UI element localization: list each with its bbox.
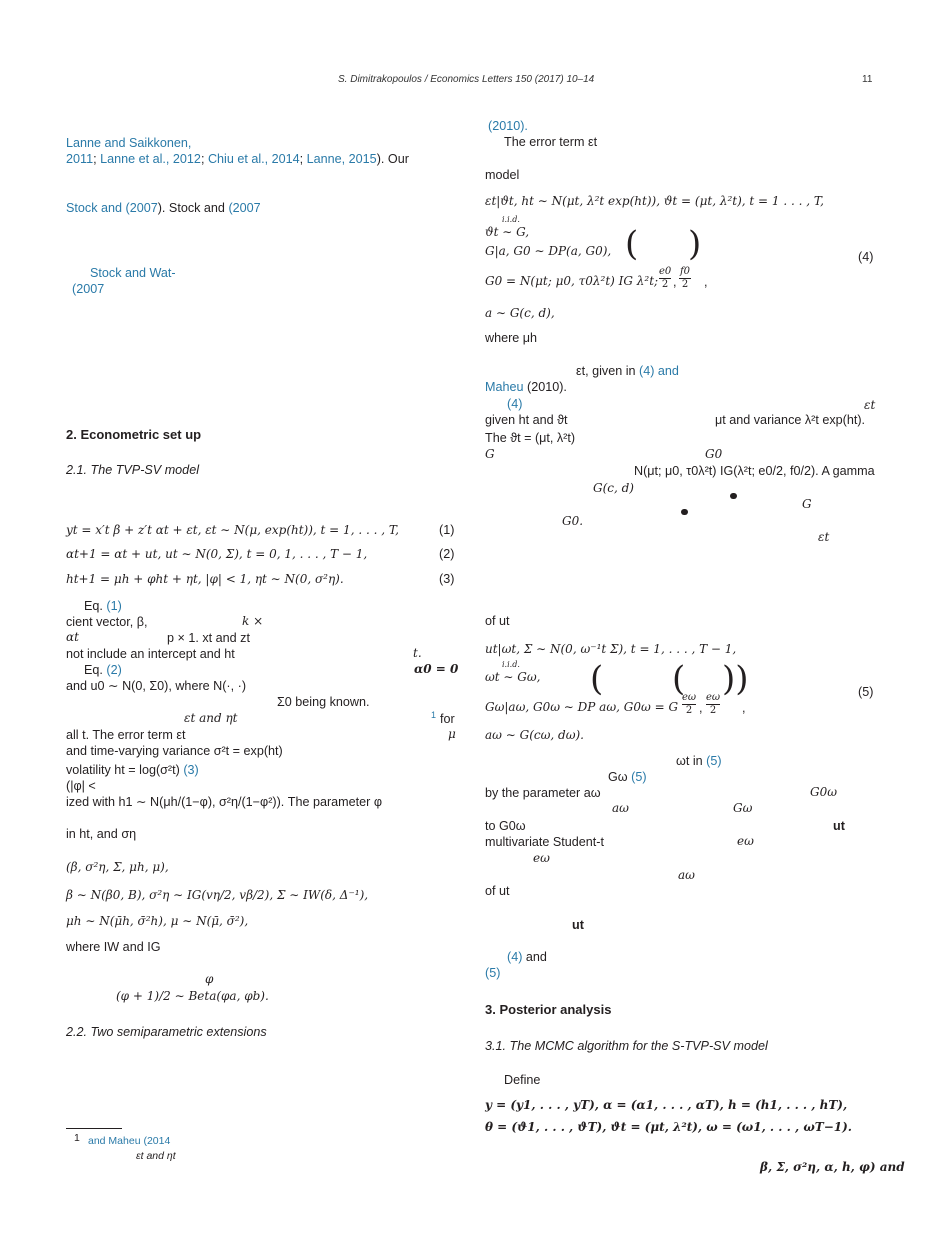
text-eq4-and bbox=[507, 949, 547, 965]
text-define: Define bbox=[504, 1073, 541, 1087]
equation-4-line-5: a ∼ G(c, d), bbox=[485, 306, 555, 320]
cite-maheu[interactable]: Maheu bbox=[485, 380, 524, 394]
text: (2010). bbox=[523, 380, 567, 394]
equation-3-number: (3) bbox=[439, 572, 455, 586]
text-G0-end: G0. bbox=[562, 514, 584, 528]
equation-4-line-2: ϑt ∼ G, bbox=[485, 225, 530, 239]
text-error-term-right: The error term εt bbox=[504, 135, 598, 149]
text-g-omega bbox=[608, 769, 647, 785]
text-eps-t-2: εt bbox=[818, 530, 830, 544]
cite-lanne-2015[interactable]: Lanne, 2015 bbox=[306, 152, 377, 166]
text-phi-abs: (|φ| < bbox=[66, 779, 96, 793]
equation-4-number: (4) bbox=[858, 250, 874, 264]
equation-5-line-3: Gω|aω, G0ω ∼ DP aω, G0ω = G bbox=[485, 700, 679, 714]
equation-4-line-1: εt|ϑt, ht ∼ N(μt, λ²t exp(ht)), ϑt = (μt, λ²t), t = 1 . . . , T, bbox=[485, 194, 824, 208]
left-paren: ( bbox=[625, 224, 639, 264]
subsection-2-2-heading: 2.2. Two semiparametric extensions bbox=[66, 1025, 267, 1039]
subsection-2-1-heading: 2.1. The TVP-SV model bbox=[66, 463, 199, 477]
right-paren: ) bbox=[688, 224, 702, 264]
text: Gω bbox=[608, 770, 632, 784]
ref-eq5-b[interactable]: (5) bbox=[631, 770, 647, 784]
frac-den: 2 bbox=[681, 279, 689, 290]
text-where-iw-ig: where IW and IG bbox=[66, 940, 161, 954]
frac-den: 2 bbox=[709, 705, 717, 716]
equation-5-line-1: ut|ωt, Σ ∼ N(0, ω⁻¹t Σ), t = 1, . . . , T − 1, bbox=[485, 642, 737, 656]
text-p-times-1: p × 1. xt and zt bbox=[167, 631, 250, 645]
text-g0-omega: G0ω bbox=[810, 785, 838, 799]
text: εt, given in bbox=[576, 364, 640, 378]
text-u-t: ut bbox=[833, 819, 845, 833]
cite-lanne-2012[interactable]: Lanne et al., 2012 bbox=[100, 152, 201, 166]
text-our: ). Our bbox=[376, 152, 409, 166]
text-the-theta: The ϑt = (μt, λ²t) bbox=[485, 431, 576, 445]
frac-den: 2 bbox=[685, 705, 693, 716]
citation-line: 2011; Lanne et al., 2012; Chiu et al., 2014; Lanne, 2015). Our bbox=[66, 152, 409, 166]
text-g-omega-2: Gω bbox=[733, 801, 753, 815]
ref-eq3[interactable]: (3) bbox=[183, 763, 199, 777]
text-to-g0-omega: to G0ω bbox=[485, 819, 526, 833]
text-u0: and u0 ∼ N(0, Σ0), where N(·, ·) bbox=[66, 679, 247, 693]
text-mu: μ bbox=[448, 727, 456, 741]
frac-e0 bbox=[659, 266, 671, 291]
cite-stock-watson[interactable]: Stock and Wat- bbox=[90, 266, 176, 280]
text-in-ht: in ht, and ση bbox=[66, 827, 137, 841]
text-stock-2: ). Stock and bbox=[157, 201, 225, 215]
equation-4-line-3: G|a, G0 ∼ DP(a, G0), bbox=[485, 244, 612, 258]
equation-5-number: (5) bbox=[858, 685, 874, 699]
text-omega-in bbox=[676, 753, 722, 769]
text-initialized: ized with h1 ∼ N(μh/(1−φ), σ²η/(1−φ²)). The parameter φ bbox=[66, 795, 383, 809]
text-eps-given bbox=[576, 363, 679, 379]
text-time-varying-variance: and time-varying variance σ²t = exp(ht) bbox=[66, 744, 283, 758]
frac-num: eω bbox=[706, 692, 721, 703]
text-variance: μt and variance λ²t exp(ht). bbox=[715, 413, 866, 427]
ref-eq4-c[interactable]: (4) bbox=[507, 950, 523, 964]
para-eq1 bbox=[84, 598, 122, 614]
text-phi-symbol: φ bbox=[205, 972, 214, 986]
cite-stock-1-year[interactable]: (2007 bbox=[125, 201, 158, 215]
text-model: model bbox=[485, 168, 520, 182]
cite-chiu-2014[interactable]: Chiu et al., 2014 bbox=[207, 152, 300, 166]
text-where-mu-h: where μh bbox=[485, 331, 538, 345]
footnote-cite[interactable]: and Maheu (2014 bbox=[88, 1135, 171, 1147]
beta-prior: (φ + 1)/2 ∼ Beta(φa, φb). bbox=[116, 989, 269, 1003]
text: ωt in bbox=[676, 754, 707, 768]
ref-eq4-and[interactable]: (4) and bbox=[639, 364, 679, 378]
comma-5-end: , bbox=[742, 701, 746, 715]
text-volatility bbox=[66, 762, 199, 778]
text-student-t: multivariate Student-t bbox=[485, 835, 604, 849]
section-2-heading: 2. Econometric set up bbox=[66, 427, 202, 442]
text-error-term: all t. The error term εt bbox=[66, 728, 186, 742]
text-k-times: k × bbox=[242, 614, 264, 628]
equation-1-number: (1) bbox=[439, 523, 455, 537]
left-paren-5b: ( bbox=[672, 659, 686, 699]
footnote-rule bbox=[66, 1128, 122, 1129]
left-paren-5: ( bbox=[590, 659, 604, 699]
text-e-omega-2: eω bbox=[533, 851, 550, 865]
text-of-ut: of ut bbox=[485, 614, 510, 628]
iid-superscript: i.i.d. bbox=[502, 215, 520, 224]
frac-num: f0 bbox=[679, 266, 691, 277]
frac-num: eω bbox=[682, 692, 697, 703]
cite-2007[interactable]: (2007 bbox=[72, 282, 105, 296]
frac-f0 bbox=[679, 266, 691, 291]
definition-line-2: θ = (ϑ1, . . . , ϑT), ϑt = (μt, λ²t), ω = (ω1, . . . , ωT−1). bbox=[485, 1120, 852, 1134]
equation-2-number: (2) bbox=[439, 547, 455, 561]
running-title: S. Dimitrakopoulos / Economics Letters 150 (2017) 10–14 bbox=[338, 74, 595, 85]
equation-2: αt+1 = αt + ut, ut ∼ N(0, Σ), t = 0, 1, . . . , T − 1, bbox=[66, 547, 368, 561]
frac-num: e0 bbox=[659, 266, 672, 277]
glyph-a bbox=[730, 485, 737, 504]
cite-lanne-saikkonen[interactable]: Lanne and Saikkonen, bbox=[66, 136, 192, 150]
text-param-set: (β, σ²η, Σ, μh, μ), bbox=[66, 860, 169, 874]
comma: , bbox=[673, 275, 677, 289]
text-a-omega: aω bbox=[612, 801, 629, 815]
section-3-heading: 3. Posterior analysis bbox=[485, 1002, 612, 1017]
equation-1: yt = x′t β + z′t αt + εt, εt ∼ N(μ, exp(ht)), t = 1, . . . , T, bbox=[66, 523, 399, 537]
footnote-number: 1 bbox=[74, 1132, 80, 1144]
cite-stock-1[interactable]: Stock and bbox=[66, 201, 123, 215]
page-number: 11 bbox=[862, 74, 873, 85]
equation-3: ht+1 = μh + φht + ηt, |φ| < 1, ηt ∼ N(0, σ²η). bbox=[66, 572, 344, 586]
frac-den: 2 bbox=[661, 279, 669, 290]
footnote-marker-1[interactable]: 1 bbox=[431, 710, 437, 720]
iid-superscript-5: i.i.d. bbox=[502, 660, 520, 669]
text-a-omega-2: aω bbox=[678, 868, 695, 882]
text-G-2: G bbox=[802, 497, 812, 511]
text-of-ut-2: of ut bbox=[485, 884, 510, 898]
right-paren-5: )) bbox=[722, 659, 749, 699]
para-eq2 bbox=[84, 662, 122, 678]
text-param-list: β, Σ, σ²η, α, h, φ) and bbox=[760, 1160, 905, 1174]
glyph-a-2 bbox=[681, 501, 688, 520]
text-t: t. bbox=[413, 646, 422, 660]
text-given-ht: given ht and ϑt bbox=[485, 413, 568, 427]
cite-2010[interactable]: (2010). bbox=[488, 119, 528, 133]
text: Eq. bbox=[84, 599, 107, 613]
equation-4-line-4: G0 = N(μt; μ0, τ0λ²t) IG λ²t; bbox=[485, 274, 659, 288]
text-eps-eta: εt and ηt bbox=[184, 711, 238, 725]
ref-eq2[interactable]: (2) bbox=[106, 663, 122, 677]
ref-eq5-c[interactable]: (5) bbox=[485, 966, 501, 980]
text-by-parameter: by the parameter aω bbox=[485, 786, 601, 800]
frac-eomega-1 bbox=[682, 692, 696, 717]
prior-line-1: β ∼ N(β0, B), σ²η ∼ IG(vη/2, vβ/2), Σ ∼ IW(δ, Δ⁻¹), bbox=[66, 888, 369, 902]
subsection-3-1-heading: 3.1. The MCMC algorithm for the S-TVP-SV model bbox=[485, 1039, 768, 1053]
frac-eomega-2 bbox=[706, 692, 720, 717]
cite-stock-2-year[interactable]: (2007 bbox=[228, 201, 261, 215]
definition-line-1: y = (y1, . . . , yT), α = (α1, . . . , αT), h = (h1, . . . , hT), bbox=[485, 1098, 848, 1112]
text: and bbox=[522, 950, 547, 964]
equation-5-line-4: aω ∼ G(cω, dω). bbox=[485, 728, 584, 742]
comma-end: , bbox=[704, 275, 708, 289]
text-alpha0: α0 = 0 bbox=[414, 662, 459, 676]
text-eps-t: εt bbox=[864, 398, 876, 412]
text-maheu-2010 bbox=[485, 379, 567, 395]
text-ut-3: ut bbox=[572, 918, 584, 932]
text: Eq. bbox=[84, 663, 107, 677]
equation-5-line-2: ωt ∼ Gω, bbox=[485, 670, 541, 684]
ref-eq4[interactable]: (4) bbox=[507, 397, 523, 411]
text-coef-vector: cient vector, β, bbox=[66, 615, 148, 629]
text-G0: G0 bbox=[705, 447, 723, 461]
comma-5: , bbox=[699, 701, 703, 715]
cite-2011[interactable]: 2011 bbox=[66, 152, 94, 166]
stock-citation-line bbox=[66, 200, 261, 216]
text-no-intercept: not include an intercept and ht bbox=[66, 647, 235, 661]
text: volatility ht = log(σ²t) bbox=[66, 763, 184, 777]
footnote-line-2: εt and ηt bbox=[136, 1150, 176, 1162]
ref-eq5[interactable]: (5) bbox=[706, 754, 722, 768]
text-alpha-t: αt bbox=[66, 630, 79, 644]
text-for: for bbox=[440, 712, 455, 726]
prior-line-2: μh ∼ N(μ̄h, σ̄²h), μ ∼ N(μ̄, σ̄²), bbox=[66, 914, 249, 928]
text-sigma0-known: Σ0 being known. bbox=[277, 695, 370, 709]
ref-eq1[interactable]: (1) bbox=[106, 599, 122, 613]
text-e-omega: eω bbox=[737, 834, 754, 848]
text-G: G bbox=[485, 447, 495, 461]
text-normal-gamma: N(μt; μ0, τ0λ²t) IG(λ²t; e0/2, f0/2). A gamma bbox=[634, 464, 875, 478]
text-gamma-cd: G(c, d) bbox=[593, 481, 634, 495]
